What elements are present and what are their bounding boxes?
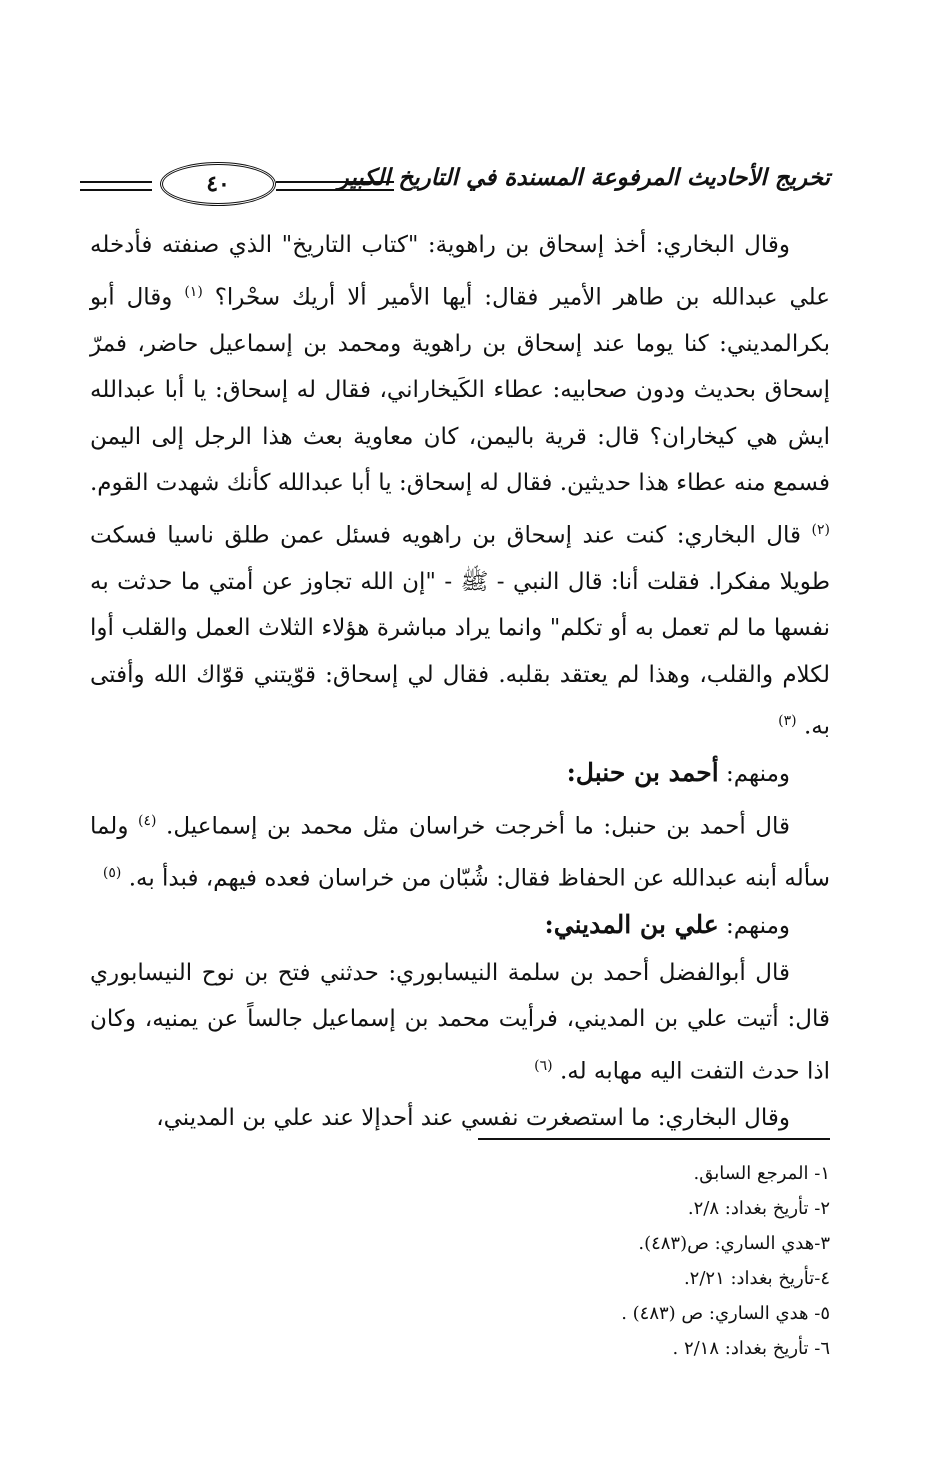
footnote-2: ٢- تأريخ بغداد: ٢/٨. [687,1198,830,1219]
footnote-ref-2: (٢) [811,521,830,538]
paragraph-text: وقال البخاري: أخذ إسحاق بن راهوية: "كتاب التاريخ" الذي صنفته فأدخله علي عبدالله بن طاهر الأمير فقال: أيها الأمير ألا أريك سحْرا؟ [90,232,830,311]
footnote-separator [478,1138,830,1140]
page-number: ٤٠ [160,162,276,206]
footnote-ref-3: (٣) [778,713,797,730]
paragraph-text: وقال أبو بكرالمديني: كنا يوما عند إسحاق بن راهوية ومحمد بن إسماعيل حاضر، فمرّ إسحاق بحديث ودون صحابيه: عطاء الكَيخاراني، فقال له إسحاق: يا أبا عبدالله ايش هي كيخاران؟ قال: قرية باليمن، كان معاوية بعث هذا الرجل إلى اليمن فسمع منه عطاء هذا حديثين. فقال له إسحاق: يا أبا عبدالله كأنك شهدت القوم. [90,284,830,497]
heading-name: علي بن المديني: [544,910,719,940]
paragraph-text: ولما سأله أبنه عبدالله عن الحفاظ فقال: شُبّان من خراسان فعده فيهم، فبدأ به. [90,813,830,892]
footnote-4: ٤-تأريخ بغداد: ٢/٢١. [683,1268,830,1289]
main-text [90,222,830,1141]
header-rule-left [80,181,152,191]
footnote-ref-4: (٤) [138,812,157,829]
footnote-ref-5: (٥) [102,865,122,882]
footnotes [400,1156,830,1366]
paragraph-text: قال أحمد بن حنبل: ما أخرجت خراسان مثل محمد بن إسماعيل. [166,813,791,840]
paragraph-text: قال أبوالفضل أحمد بن سلمة النيسابوري: حدثني فتح بن نوح النيسابوري قال: أتيت علي بن المديني، فرأيت محمد بن إسماعيل جالساً عن يمنيه، وكان اذا حدث التفت اليه مهابه له. [90,959,830,1085]
heading-lead: ومنهم: [725,913,790,940]
footnote-ref-1: (١) [184,283,203,300]
section-heading-ahmad [90,750,830,798]
paragraph-nishapuri [90,950,830,1095]
footnote-1: ١- المرجع السابق. [693,1163,830,1184]
heading-lead: ومنهم: [725,761,790,788]
page-header [80,160,830,206]
footnote-3: ٣-هدي الساري: ص(٤٨٣). [638,1233,830,1254]
section-heading-ali [90,902,830,950]
footnote-ref-6: (٦) [534,1057,553,1074]
paragraph-ahmad [90,798,830,902]
paragraph-text: قال البخاري: كنت عند إسحاق بن راهويه فسئل عمن طلق ناسيا فسكت طويلا مفكرا. فقلت أنا: قال النبي - ﷺ - "إن الله تجاوز عن أمتي ما حدثت به نفسها ما لم تعمل به أو تكلم" وانما يراد مباشرة هؤلاء الثلاث العمل والقلب أوا لكلام والقلب، وهذا لم يعتقد بقلبه. فقال لي إسحاق: قوّيتني قوّاك الله وأفتى به. [90,522,830,740]
paragraph-text: وقال البخاري: ما استصغرت نفسي عند أحدإلا عند علي بن المديني، [156,1104,790,1131]
paragraph-bukhari-madini [90,1095,830,1142]
footnote-5: ٥- هدي الساري: ص (٤٨٣) . [621,1303,830,1324]
running-title: تخريج الأحاديث المرفوعة المسندة في التاريخ الكبير [337,164,830,191]
footnote-6: ٦- تأريخ بغداد: ٢/١٨ . [672,1338,830,1359]
heading-name: أحمد بن حنبل: [566,758,719,788]
paragraph-bukhari-ishaq [90,222,830,750]
